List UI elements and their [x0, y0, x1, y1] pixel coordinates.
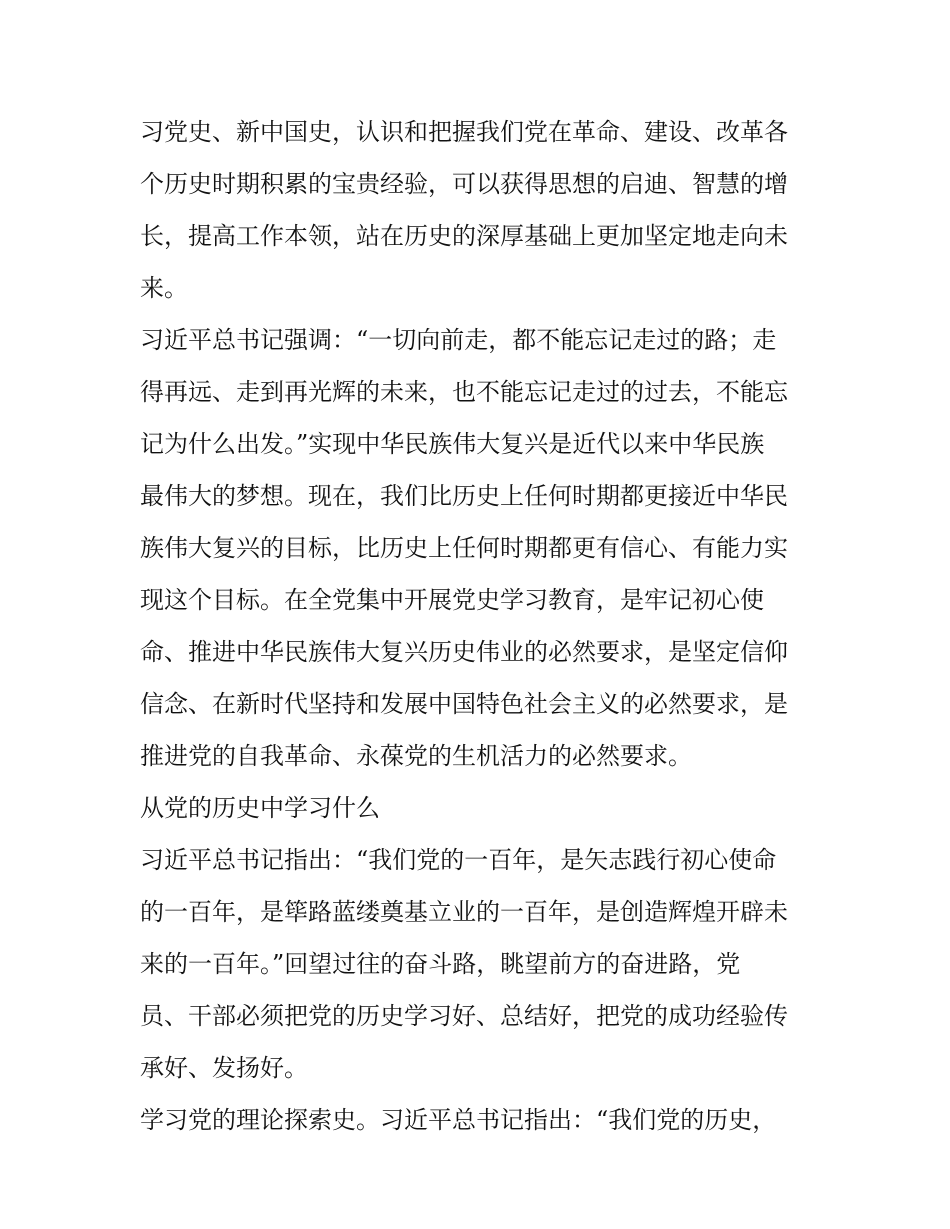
- text-line: 记为什么出发。”实现中华民族伟大复兴是近代以来中华民族: [140, 430, 765, 458]
- section-heading: 从党的历史中学习什么: [140, 794, 380, 822]
- text-line: 现这个目标。在全党集中开展党史学习教育，是牢记初心使: [140, 586, 764, 614]
- text-line: 命、推进中华民族伟大复兴历史伟业的必然要求，是坚定信仰: [140, 638, 788, 666]
- text-line: 的一百年，是筚路蓝缕奠基立业的一百年，是创造辉煌开辟未: [140, 898, 788, 926]
- text-line: 推进党的自我革命、永葆党的生机活力的必然要求。: [140, 742, 692, 770]
- text-line: 员、干部必须把党的历史学习好、总结好，把党的成功经验传: [140, 1002, 788, 1030]
- text-line: 长，提高工作本领，站在历史的深厚基础上更加坚定地走向未: [140, 222, 788, 250]
- text-line: 来。: [140, 274, 188, 302]
- text-line: 信念、在新时代坚持和发展中国特色社会主义的必然要求，是: [140, 690, 788, 718]
- text-line: 承好、发扬好。: [140, 1054, 308, 1082]
- text-line: 学习党的理论探索史。习近平总书记指出：“我们党的历史，: [140, 1106, 777, 1134]
- text-line: 族伟大复兴的目标，比历史上任何时期都更有信心、有能力实: [140, 534, 788, 562]
- text-line: 最伟大的梦想。现在，我们比历史上任何时期都更接近中华民: [140, 482, 788, 510]
- body-text: [140, 106, 820, 1146]
- text-line: 习近平总书记指出：“我们党的一百年，是矢志践行初心使命: [140, 846, 777, 874]
- text-line: 个历史时期积累的宝贵经验，可以获得思想的启迪、智慧的增: [140, 170, 788, 198]
- text-line: 习近平总书记强调：“一切向前走，都不能忘记走过的路；走: [140, 326, 777, 354]
- text-line: 来的一百年。”回望过往的奋斗路，眺望前方的奋进路，党: [140, 950, 741, 978]
- text-line: 习党史、新中国史，认识和把握我们党在革命、建设、改革各: [140, 118, 788, 146]
- text-line: 得再远、走到再光辉的未来，也不能忘记走过的过去，不能忘: [140, 378, 788, 406]
